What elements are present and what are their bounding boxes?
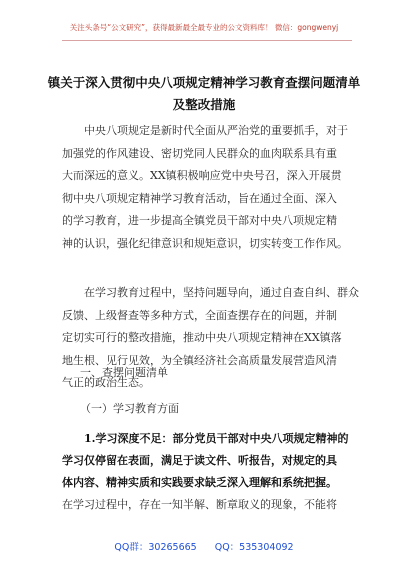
header-banner: 关注头条号“公文研究”，获得最新最全最专业的公文资料库！ 微信：gongwenyj (69, 23, 339, 32)
document-title-line-2: 及整改措施 (172, 97, 236, 112)
paragraph-line: 的学习教育，进一步提高全镇党员干部对中央八项规定精 (62, 214, 337, 227)
issue-line: 体内容、精神实质和实践要求缺乏深入理解和系统把握。 (62, 476, 337, 489)
section-heading: 一、查摆问题清单 (80, 366, 168, 379)
header-divider (62, 40, 352, 41)
intro-paragraph (62, 120, 354, 255)
subsection-heading: （一）学习教育方面 (80, 402, 179, 415)
paragraph-line: 定切实可行的整改措施，推动中央八项规定精神在XX镇落 (62, 331, 342, 344)
paragraph-line: 地生根、见行见效，为全镇经济社会高质量发展营造风清 (62, 353, 337, 367)
paragraph-line: 反馈、上级督查等多种方式，全面查摆存在的问题，并制 (62, 308, 337, 322)
footer-contact (0, 539, 408, 553)
paragraph-line: 加强党的作风建设、密切党同人民群众的血肉联系具有重 (62, 146, 337, 160)
paragraph-line: 气正的政治生态。 (62, 376, 150, 389)
paragraph-line: 彻中央八项规定精神学习教育活动，旨在通过全面、深入 (62, 191, 337, 205)
paragraph-line: 在学习教育过程中，坚持问题导向，通过自查自纠、群众 (84, 286, 359, 299)
issue-detail-paragraph (62, 494, 354, 516)
paragraph-line: 中央八项规定是新时代全面从严治党的重要抓手，对于 (84, 124, 348, 137)
footer-qq: QQ：535304092 (214, 542, 294, 553)
paragraph-line: 在学习过程中，存在一知半解、断章取义的现象，不能将 (62, 498, 337, 511)
document-title-line-1: 镇关于深入贯彻中央八项规定精神学习教育查摆问题清单 (47, 75, 361, 90)
issue-line: 1.学习深度不足：部分党员干部对中央八项规定精神的 (84, 432, 349, 445)
issue-line: 学习仅停留在表面，满足于读文件、听报告，对规定的具 (62, 454, 337, 467)
paragraph-line: 大而深远的意义。XX镇积极响应党中央号召，深入开展贯 (62, 169, 342, 182)
issue-item-1 (62, 428, 354, 494)
document-title (40, 72, 368, 116)
paragraph-line: 神的认识，强化纪律意识和规矩意识，切实转变工作作风。 (62, 236, 348, 250)
footer-qq-group: QQ群：30265665 (114, 542, 197, 553)
